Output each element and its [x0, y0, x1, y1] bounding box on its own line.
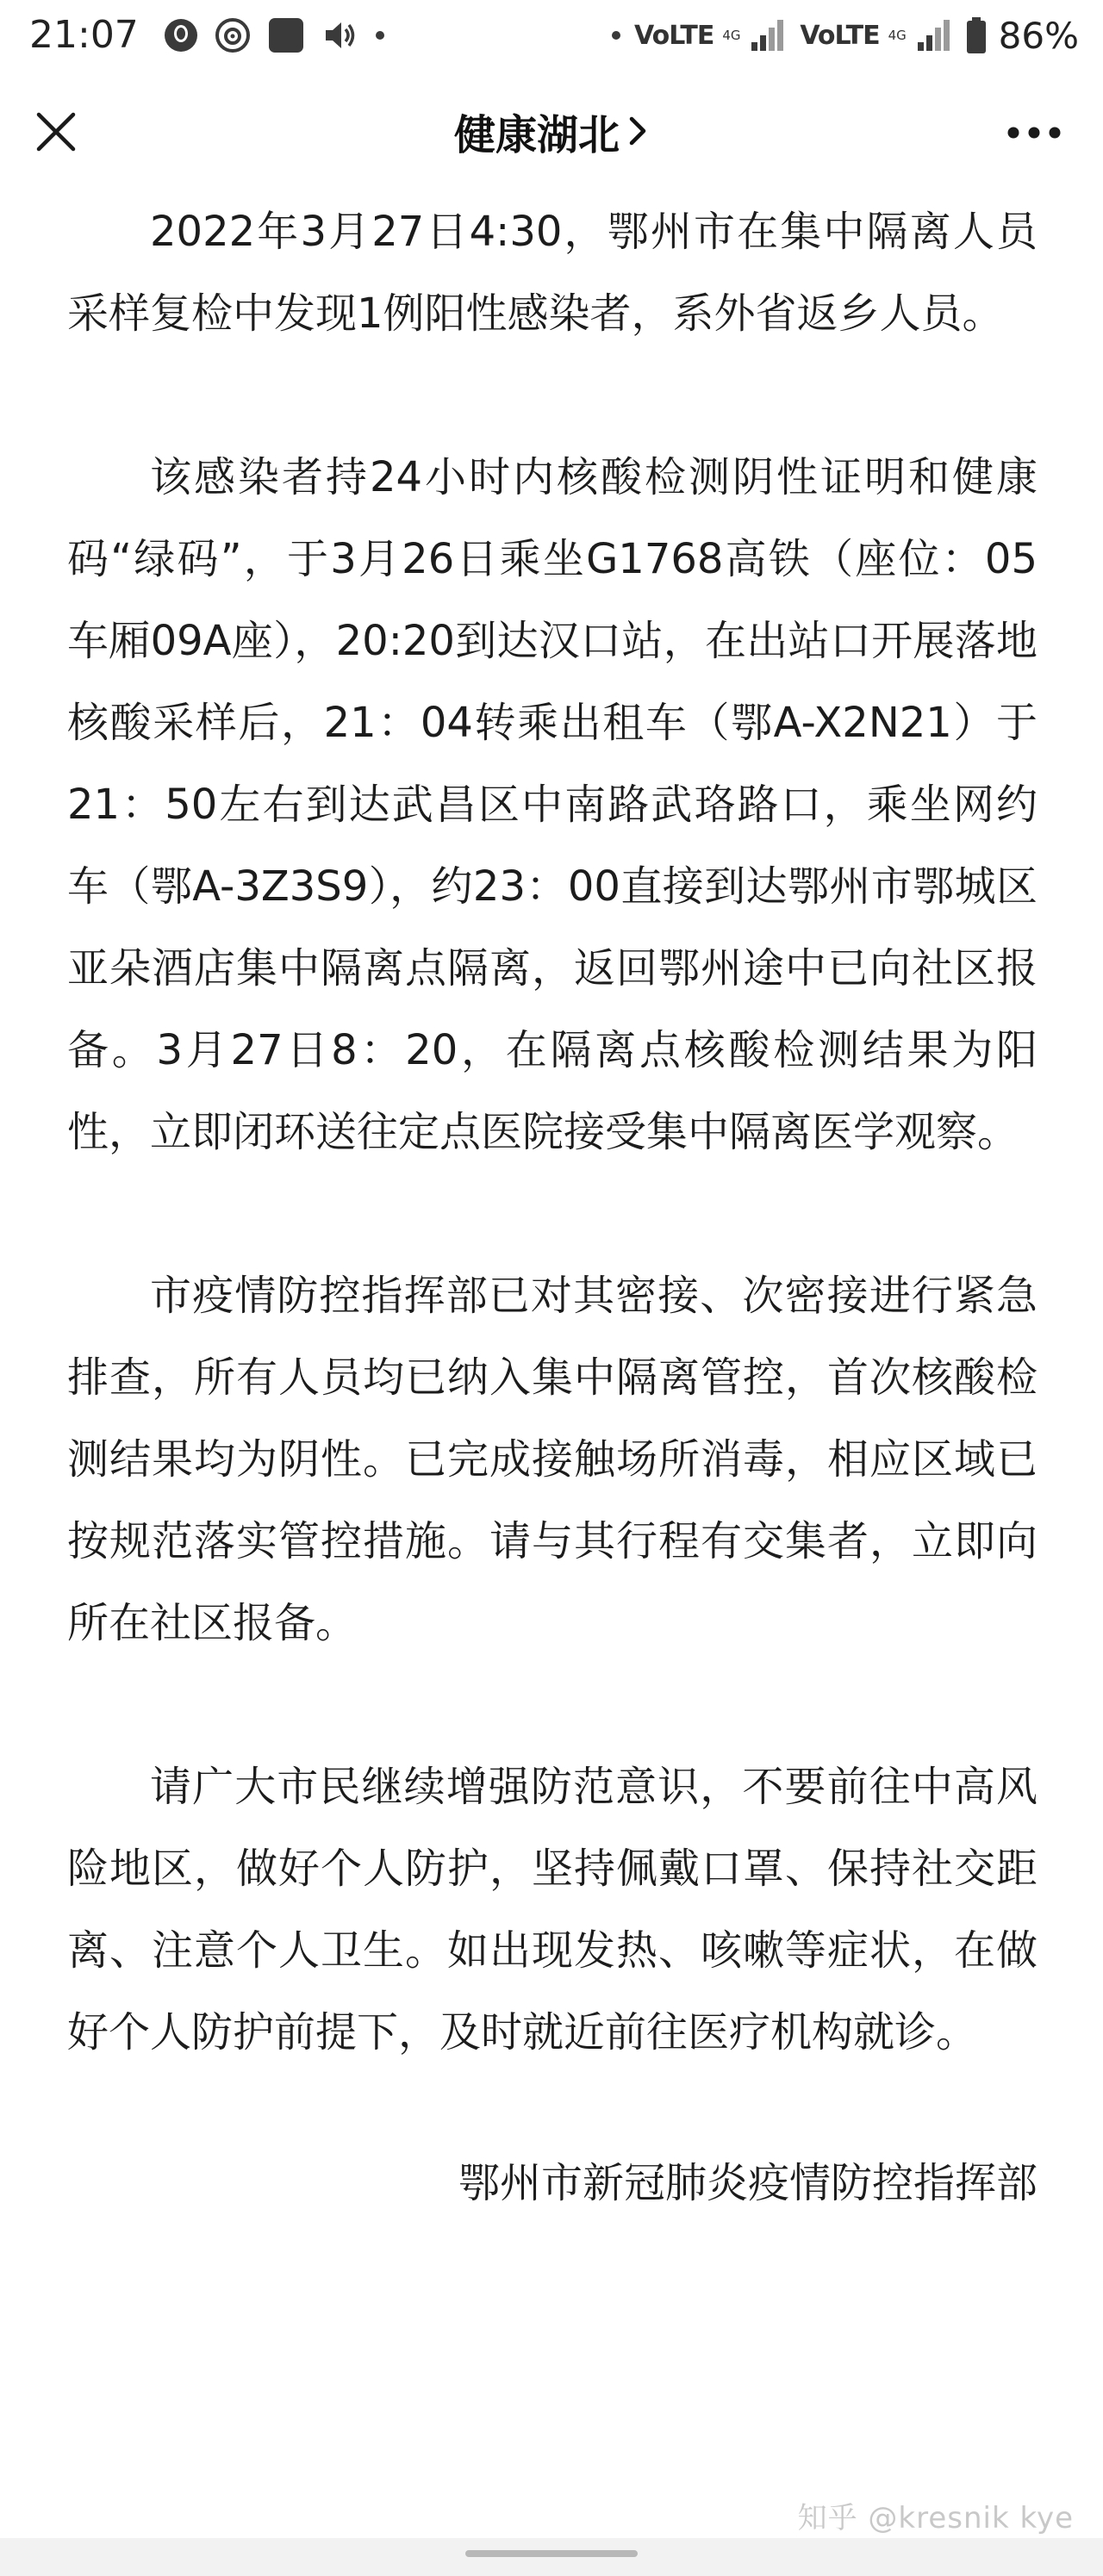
weibo-icon [215, 18, 250, 53]
close-icon [34, 110, 78, 153]
network-type-2: 4G [888, 27, 907, 43]
title-bar [0, 71, 1103, 191]
watermark: 知乎 @kresnik kye [797, 2501, 1074, 2536]
paragraph-spacer [67, 355, 1038, 437]
qq-icon [164, 18, 198, 53]
article-paragraph-3: 市疫情防控指挥部已对其密接、次密接进行紧急排查，所有人员均已纳入集中隔离管控，首次核酸检测结果均为阴性。已完成接触场所消毒，相应区域已按规范落实管控措施。请与其行程有交集者，立即向所在社区报备。 [67, 1272, 1038, 1647]
volte-label: VoLTE [634, 20, 714, 51]
page-title: 健康湖北 [453, 110, 620, 159]
dot-icon [374, 29, 386, 41]
network-type: 4G [722, 27, 741, 43]
signal-icon [750, 18, 788, 53]
volte-label-2: VoLTE [800, 20, 880, 51]
status-bar [0, 0, 1103, 71]
notification-icons [164, 16, 386, 55]
battery-icon [966, 16, 987, 54]
article-body [67, 191, 1038, 2224]
article-paragraph-2: 该感染者持24小时内核酸检测阴性证明和健康码“绿码”，于3月26日乘坐G1768高铁（座位：05车厢09A座），20:20到达汉口站，在出站口开展落地核酸采样后，21：04转乘出租车（鄂A-X2N21）于21：50左右到达武昌区中南路武珞路口，乘坐网约车（鄂A-3Z3S9），约23：00直接到达鄂州市鄂城区亚朵酒店集中隔离点隔离，返回鄂州途中已向社区报备。3月27日8：20，在隔离点核酸检测结果为阳性，立即闭环送往定点医院接受集中隔离医学观察。 [67, 453, 1038, 1156]
account-title-link[interactable] [293, 96, 810, 165]
chevron-right-icon [626, 114, 649, 148]
article-paragraph-1: 2022年3月27日4:30，鄂州市在集中隔离人员采样复检中发现1例阳性感染者，系外省返乡人员。 [67, 208, 1038, 338]
close-button[interactable] [26, 102, 86, 162]
app-square-icon [267, 16, 305, 54]
battery-percentage: 86% [998, 14, 1079, 57]
home-indicator[interactable] [465, 2550, 638, 2557]
status-right [610, 10, 1079, 60]
paragraph-spacer [67, 1664, 1038, 1746]
paragraph-spacer [67, 1173, 1038, 1255]
more-options-button[interactable] [1000, 105, 1069, 160]
article-paragraph-4: 请广大市民继续增强防范意识，不要前往中高风险地区，做好个人防护，坚持佩戴口罩、保持社交距离、注意个人卫生。如出现发热、咳嗽等症状，在做好个人防护前提下，及时就近前往医疗机构就诊。 [67, 1763, 1038, 2056]
more-icon [1006, 126, 1062, 140]
dot-icon [610, 29, 622, 41]
status-time: 21:07 [29, 13, 139, 57]
signal-icon-2 [916, 18, 954, 53]
gesture-nav-bar [0, 2538, 1103, 2576]
volume-icon [322, 18, 357, 53]
article-signature: 鄂州市新冠肺炎疫情防控指挥部 [458, 2159, 1038, 2207]
